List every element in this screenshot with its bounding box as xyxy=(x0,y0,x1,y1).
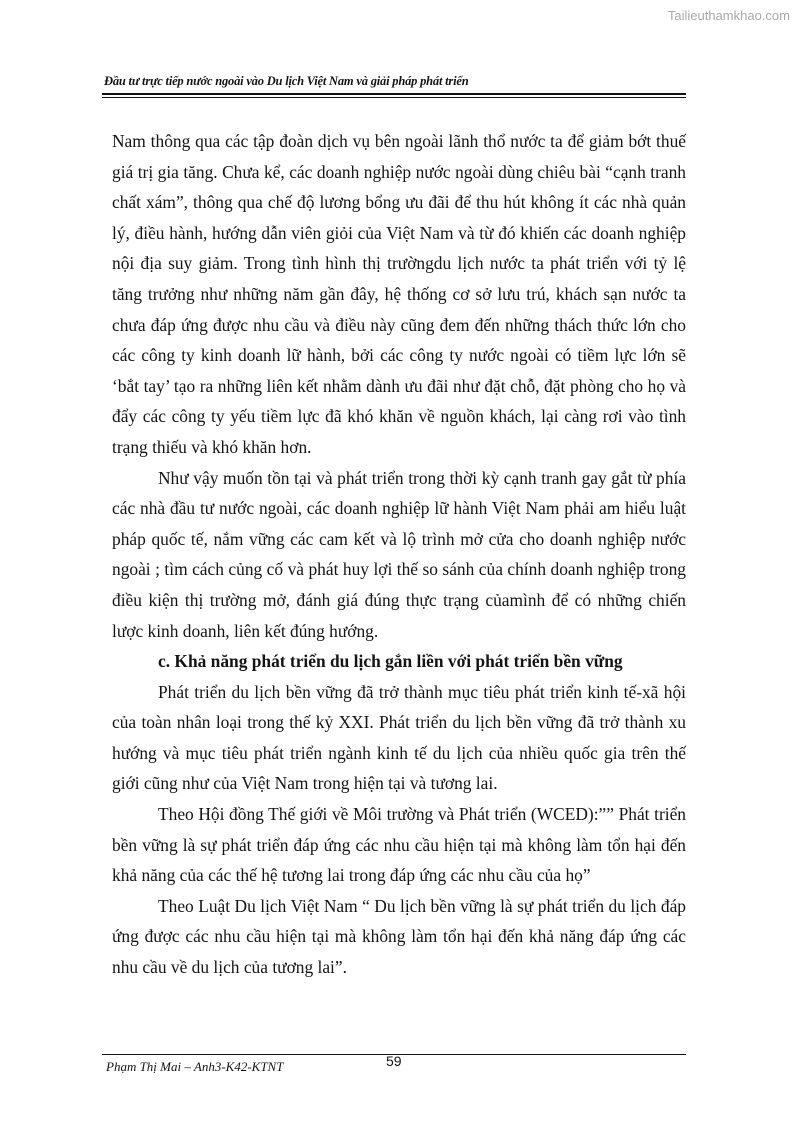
page-content xyxy=(112,126,686,983)
header-rule xyxy=(102,93,686,95)
footer-author: Phạm Thị Mai – Anh3-K42-KTNT xyxy=(106,1059,284,1074)
paragraph-3: Phát triển du lịch bền vững đã trở thành mục tiêu phát triển kinh tế-xã hội của toàn nhân loại trong thế kỷ XXI. Phát triển du lịch bền vững đã trở thành xu hướng và mục tiêu phát triển ngành kinh tế du lịch của nhiều quốc gia trên thế giới cũng như của Việt Nam trong hiện tại và tương lai. xyxy=(112,681,686,794)
running-header: Đầu tư trực tiếp nước ngoài vào Du lịch Việt Nam và giải pháp phát triển xyxy=(104,74,469,88)
page-number: 59 xyxy=(386,1053,402,1069)
paragraph-5: Theo Luật Du lịch Việt Nam “ Du lịch bền vững là sự phát triển du lịch đáp ứng được các nhu cầu hiện tại mà không làm tổn hại đến khả năng đáp ứng các nhu cầu về du lịch của tương lai”. xyxy=(112,895,686,978)
section-heading: c. Khả năng phát triển du lịch gắn liền với phát triển bền vững xyxy=(158,651,623,672)
watermark: Tailieuthamkhao.com xyxy=(667,8,790,23)
paragraph-1: Nam thông qua các tập đoàn dịch vụ bên ngoài lãnh thổ nước ta để giảm bớt thuế giá trị gia tăng. Chưa kể, các doanh nghiệp nước ngoài dùng chiêu bài “cạnh tranh chất xám”, thông qua chế độ lương bổng ưu đãi để thu hút không ít các nhà quản lý, điều hành, hướng dẫn viên giỏi của Việt Nam và từ đó khiến các doanh nghiệp nội địa suy giảm. Trong tình hình thị trườngdu lịch nước ta phát triển với tỷ lệ tăng trưởng như những năm gần đây, hệ thống cơ sở lưu trú, khách sạn nước ta chưa đáp ứng được nhu cầu và điều này cũng đem đến những thách thức lớn cho các công ty kinh doanh lữ hành, bởi các công ty nước ngoài có tiềm lực lớn sẽ ‘bắt tay’ tạo ra những liên kết nhằm dành ưu đãi như đặt chỗ, đặt phòng cho họ và đẩy các công ty yếu tiềm lực đã khó khăn về nguồn khách, lại càng rơi vào tình trạng thiếu và khó khăn hơn. xyxy=(112,131,686,457)
header-rule-thin xyxy=(102,97,686,98)
paragraph-2: Như vậy muốn tồn tại và phát triển trong thời kỳ cạnh tranh gay gắt từ phía các nhà đầu tư nước ngoài, các doanh nghiệp lữ hành Việt Nam phải am hiểu luật pháp quốc tế, nắm vững các cam kết và lộ trình mở cửa cho doanh nghiệp nước ngoài ; tìm cách củng cố và phát huy lợi thế so sánh của chính doanh nghiệp trong điều kiện thị trường mở, đánh giá đúng thực trạng củamình để có những chiến lược kinh doanh, liên kết đúng hướng. xyxy=(112,467,686,641)
paragraph-4: Theo Hội đồng Thế giới về Môi trường và Phát triển (WCED):”” Phát triển bền vững là sự phát triển đáp ứng các nhu cầu hiện tại mà không làm tổn hại đến khả năng của các thế hệ tương lai trong đáp ứng các nhu cầu của họ” xyxy=(112,804,686,886)
